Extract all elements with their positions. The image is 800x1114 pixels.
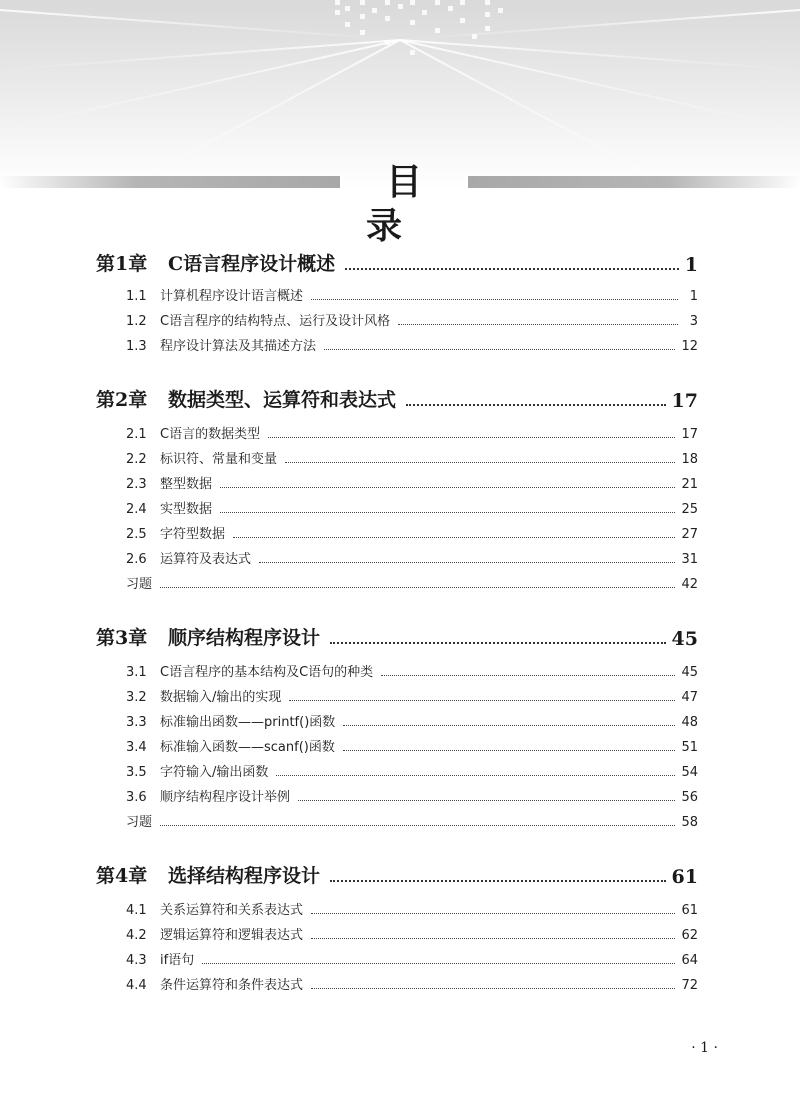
section-number: 2.6 bbox=[126, 552, 147, 567]
dot-leader bbox=[311, 299, 678, 300]
section-page: 3 bbox=[689, 314, 698, 329]
dot-leader bbox=[406, 404, 666, 406]
section-page: 61 bbox=[681, 903, 698, 918]
toc-entry[interactable] bbox=[126, 946, 698, 968]
dot-leader bbox=[398, 324, 678, 325]
section-number: 2.5 bbox=[126, 527, 147, 542]
section-number: 4.3 bbox=[126, 953, 147, 968]
dot-leader bbox=[298, 800, 675, 801]
section-title: 字符输入/输出函数 bbox=[160, 765, 269, 780]
toc-entry[interactable] bbox=[126, 307, 698, 329]
chapter-title: 选择结构程序设计 bbox=[168, 865, 321, 887]
section-title: 关系运算符和关系表达式 bbox=[160, 903, 304, 918]
dot-leader bbox=[268, 437, 675, 438]
section-page: 17 bbox=[681, 427, 698, 442]
chapter-page: 17 bbox=[671, 390, 698, 412]
section-page: 18 bbox=[681, 452, 698, 467]
section-title: 计算机程序设计语言概述 bbox=[160, 289, 304, 304]
dot-leader bbox=[345, 268, 679, 270]
section-title: 字符型数据 bbox=[160, 527, 226, 542]
toc-entry[interactable] bbox=[126, 332, 698, 354]
section-page: 48 bbox=[681, 715, 698, 730]
section-title: 逻辑运算符和逻辑表达式 bbox=[160, 928, 304, 943]
section-title: 标识符、常量和变量 bbox=[160, 452, 278, 467]
section-title: 习题 bbox=[126, 577, 153, 592]
toc-entry[interactable] bbox=[126, 758, 698, 780]
section-title: 顺序结构程序设计举例 bbox=[160, 790, 291, 805]
section-number: 1.3 bbox=[126, 339, 147, 354]
chapter-heading[interactable] bbox=[96, 858, 698, 888]
section-number: 3.3 bbox=[126, 715, 147, 730]
section-number: 1.1 bbox=[126, 289, 147, 304]
section-page: 1 bbox=[689, 289, 698, 304]
dot-leader bbox=[220, 487, 675, 488]
toc-entry[interactable] bbox=[126, 282, 698, 304]
dot-leader bbox=[202, 963, 675, 964]
dot-leader bbox=[311, 913, 675, 914]
chapter-number: 第1章 bbox=[96, 253, 148, 275]
section-number: 2.4 bbox=[126, 502, 147, 517]
dot-leader bbox=[289, 700, 675, 701]
toc-entry[interactable] bbox=[126, 921, 698, 943]
section-page: 47 bbox=[681, 690, 698, 705]
section-number: 3.6 bbox=[126, 790, 147, 805]
section-page: 31 bbox=[681, 552, 698, 567]
dot-leader bbox=[233, 537, 675, 538]
page-number: · 1 · bbox=[691, 1040, 718, 1056]
section-page: 72 bbox=[681, 978, 698, 993]
chapter-page: 61 bbox=[671, 866, 698, 888]
toc-entry[interactable] bbox=[126, 445, 698, 467]
section-page: 27 bbox=[681, 527, 698, 542]
section-page: 45 bbox=[681, 665, 698, 680]
dot-leader bbox=[381, 675, 675, 676]
section-page: 51 bbox=[681, 740, 698, 755]
section-title: 标准输入函数——scanf()函数 bbox=[160, 740, 335, 755]
section-title: 运算符及表达式 bbox=[160, 552, 252, 567]
chapter-title: 数据类型、运算符和表达式 bbox=[168, 389, 397, 411]
section-title: 标准输出函数——printf()函数 bbox=[160, 715, 336, 730]
chapter-heading[interactable] bbox=[96, 620, 698, 650]
section-page: 12 bbox=[681, 339, 698, 354]
section-page: 62 bbox=[681, 928, 698, 943]
dot-leader bbox=[311, 938, 675, 939]
section-title: 条件运算符和条件表达式 bbox=[160, 978, 304, 993]
section-number: 3.2 bbox=[126, 690, 147, 705]
section-title: if语句 bbox=[160, 953, 195, 968]
dot-leader bbox=[259, 562, 675, 563]
dot-leader bbox=[330, 880, 666, 882]
title-bar-right bbox=[468, 176, 800, 188]
dot-leader bbox=[324, 349, 675, 350]
section-number: 4.2 bbox=[126, 928, 147, 943]
dot-leader bbox=[276, 775, 675, 776]
dot-leader bbox=[160, 825, 675, 826]
dot-leader bbox=[343, 725, 675, 726]
section-number: 1.2 bbox=[126, 314, 147, 329]
section-title: 整型数据 bbox=[160, 477, 213, 492]
section-number: 3.4 bbox=[126, 740, 147, 755]
title-row bbox=[0, 160, 800, 247]
section-number: 3.1 bbox=[126, 665, 147, 680]
chapter-number: 第3章 bbox=[96, 627, 148, 649]
chapter-page: 1 bbox=[684, 254, 698, 276]
toc-entry[interactable] bbox=[126, 708, 698, 730]
section-title: C语言的数据类型 bbox=[160, 427, 261, 442]
toc-entry[interactable] bbox=[126, 420, 698, 442]
section-page: 54 bbox=[681, 765, 698, 780]
toc-entry[interactable] bbox=[126, 896, 698, 918]
chapter-page: 45 bbox=[671, 628, 698, 650]
section-title: 习题 bbox=[126, 815, 153, 830]
dot-leader bbox=[343, 750, 676, 751]
toc-entry[interactable] bbox=[126, 733, 698, 755]
section-title: C语言程序的结构特点、运行及设计风格 bbox=[160, 314, 391, 329]
dot-leader bbox=[285, 462, 675, 463]
section-title: 数据输入/输出的实现 bbox=[160, 690, 282, 705]
chapter-title: C语言程序设计概述 bbox=[168, 253, 336, 275]
toc-entry[interactable] bbox=[126, 971, 698, 993]
chapter-number: 第2章 bbox=[96, 389, 148, 411]
section-number: 3.5 bbox=[126, 765, 147, 780]
toc-entry[interactable] bbox=[126, 783, 698, 805]
section-page: 25 bbox=[681, 502, 698, 517]
section-number: 2.1 bbox=[126, 427, 147, 442]
chapter-heading[interactable] bbox=[96, 382, 698, 412]
dot-leader bbox=[330, 642, 666, 644]
dot-leader bbox=[311, 988, 675, 989]
section-title: 实型数据 bbox=[160, 502, 213, 517]
page-title: 目 录 bbox=[365, 161, 462, 247]
title-bar-left bbox=[0, 176, 340, 188]
toc-entry[interactable] bbox=[126, 683, 698, 705]
toc-entry[interactable] bbox=[126, 658, 698, 680]
section-page: 56 bbox=[681, 790, 698, 805]
toc-entry-exercises[interactable] bbox=[126, 570, 698, 592]
section-number: 4.4 bbox=[126, 978, 147, 993]
section-number: 4.1 bbox=[126, 903, 147, 918]
toc-entry[interactable] bbox=[126, 545, 698, 567]
dot-leader bbox=[160, 587, 675, 588]
toc-entry-exercises[interactable] bbox=[126, 808, 698, 830]
dot-leader bbox=[220, 512, 675, 513]
section-number: 2.3 bbox=[126, 477, 147, 492]
chapter-number: 第4章 bbox=[96, 865, 148, 887]
section-title: 程序设计算法及其描述方法 bbox=[160, 339, 317, 354]
toc-entry[interactable] bbox=[126, 470, 698, 492]
section-number: 2.2 bbox=[126, 452, 147, 467]
chapter-heading[interactable] bbox=[96, 246, 698, 276]
section-page: 21 bbox=[681, 477, 698, 492]
section-title: C语言程序的基本结构及C语句的种类 bbox=[160, 665, 374, 680]
section-page: 42 bbox=[681, 577, 698, 592]
toc-entry[interactable] bbox=[126, 495, 698, 517]
section-page: 58 bbox=[681, 815, 698, 830]
section-page: 64 bbox=[681, 953, 698, 968]
chapter-title: 顺序结构程序设计 bbox=[168, 627, 321, 649]
toc-entry[interactable] bbox=[126, 520, 698, 542]
